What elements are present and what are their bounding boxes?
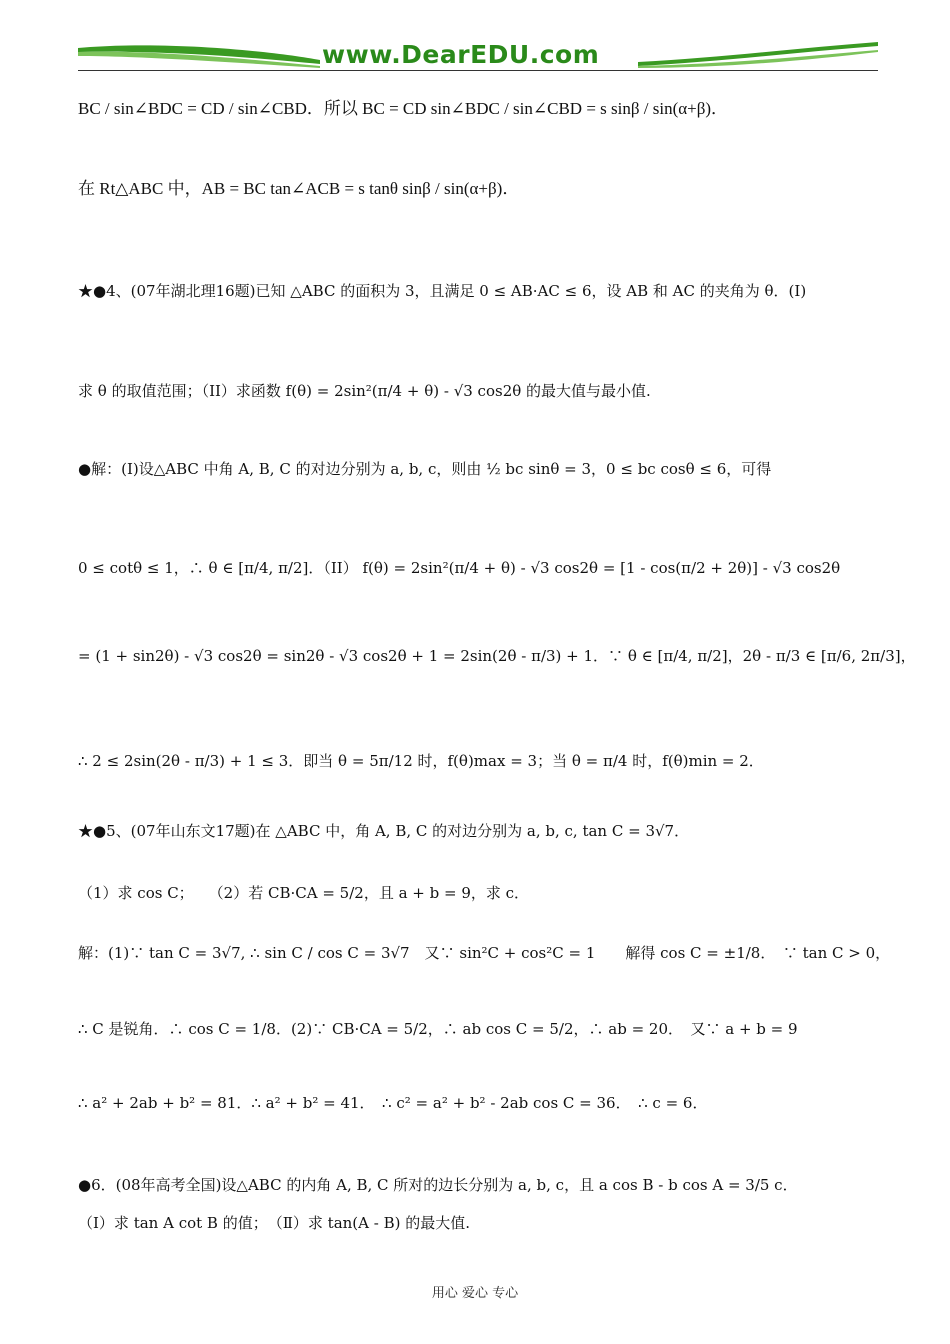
problem-6-statement: ●6．(08年高考全国)设△ABC 的内角 A, B, C 所对的边长分别为 a, b, c，且 a cos B - b cos A = 3/5 c． (78, 1176, 798, 1194)
problem-4-solution-line: ∴ 2 ≤ 2sin(2θ - π/3) + 1 ≤ 3．即当 θ = 5π/12 时，f(θ)max = 3；当 θ = π/4 时，f(θ)min = 2． (78, 752, 764, 770)
problem-4-solution-line: ●解：(Ⅰ)设△ABC 中角 A, B, C 的对边分别为 a, b, c，则由 ½ bc sinθ = 3，0 ≤ bc cosθ ≤ 6，可得 (78, 460, 772, 478)
page-footer: 用心 爱心 专心 (431, 1286, 519, 1301)
header-rule (78, 70, 878, 71)
site-logo-text: www.DearEDU.com (322, 40, 600, 69)
problem-4-statement: ★●4、(07年湖北理16题)已知 △ABC 的面积为 3，且满足 0 ≤ AB·AC ≤ 6，设 AB 和 AC 的夹角为 θ．(I) (78, 282, 807, 300)
problem-4-solution-line: 0 ≤ cotθ ≤ 1，∴ θ ∈ [π/4, π/2]．（II） f(θ) = 2sin²(π/4 + θ) - √3 cos2θ = [1 - cos(π/2 + 2θ)] - √3 cos2θ (78, 559, 841, 577)
problem-5-solution-line: ∴ a² + 2ab + b² = 81．∴ a² + b² = 41． ∴ c² = a² + b² - 2ab cos C = 36． ∴ c = 6． (78, 1094, 708, 1112)
problem-5-solution-line: 解：(1)∵ tan C = 3√7, ∴ sin C / cos C = 3√7 又∵ sin²C + cos²C = 1 解得 cos C = ±1/8． ∵ tan C > 0， (78, 944, 891, 962)
text-line: 在 Rt△ABC 中，AB = BC tan∠ACB = s tanθ sinβ / sin(α+β)． (78, 179, 520, 198)
problem-5-statement: ★●5、(07年山东文17题)在 △ABC 中，角 A, B, C 的对边分别为 a, b, c, tan C = 3√7． (78, 822, 690, 840)
problem-5-question: （1）求 cos C； （2）若 CB·CA = 5/2，且 a + b = 9，求 c． (78, 884, 530, 902)
problem-4-solution-line: = (1 + sin2θ) - √3 cos2θ = sin2θ - √3 cos2θ + 1 = 2sin(2θ - π/3) + 1．∵ θ ∈ [π/4, π/2]，2θ - π/3 ∈ [π/6, 2π/3]， (78, 647, 916, 665)
problem-5-solution-line: ∴ C 是锐角．∴ cos C = 1/8．(2)∵ CB·CA = 5/2，∴ ab cos C = 5/2，∴ ab = 20． 又∵ a + b = 9 (78, 1020, 798, 1038)
problem-6-question: （Ⅰ）求 tan A cot B 的值； （Ⅱ）求 tan(A - B) 的最大值. (78, 1214, 471, 1232)
problem-4-question: 求 θ 的取值范围；（II）求函数 f(θ) = 2sin²(π/4 + θ) - √3 cos2θ 的最大值与最小值. (78, 382, 651, 400)
text-line: BC / sin∠BDC = CD / sin∠CBD．所以 BC = CD sin∠BDC / sin∠CBD = s sinβ / sin(α+β)． (78, 99, 729, 118)
